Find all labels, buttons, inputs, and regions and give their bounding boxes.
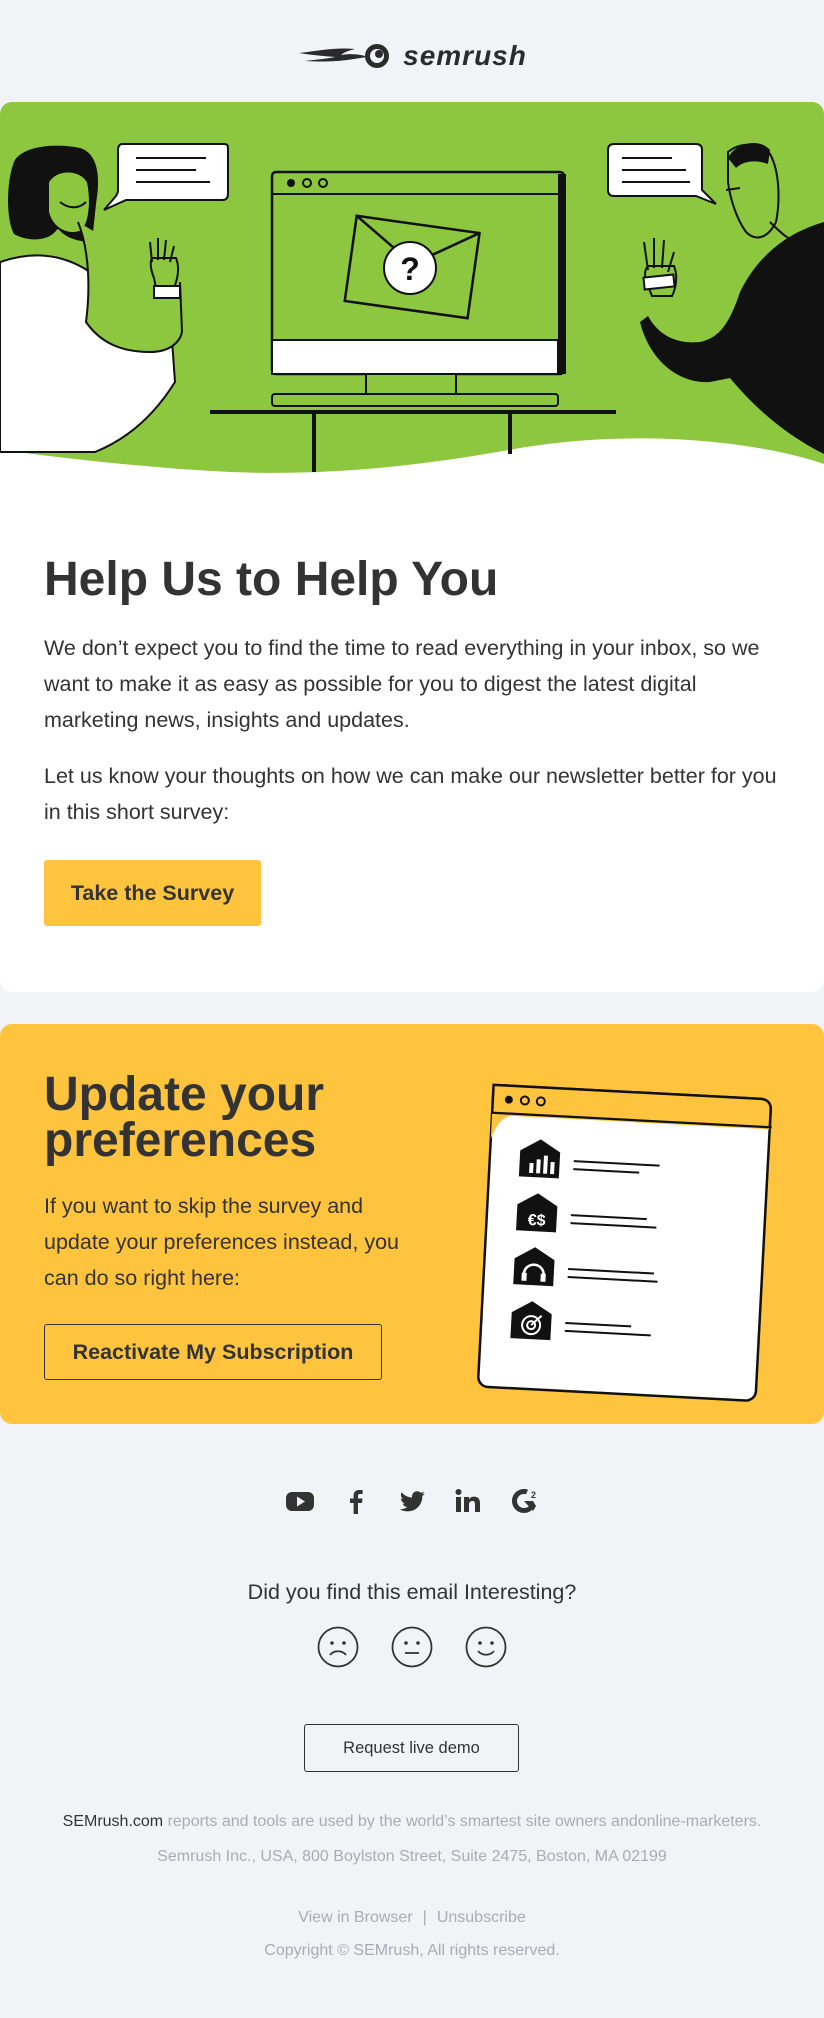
neutral-face-icon[interactable]: [391, 1626, 433, 1668]
logo-wordmark: semrush: [403, 40, 527, 71]
reactivate-subscription-button[interactable]: Reactivate My Subscription: [44, 1324, 382, 1380]
linkedin-icon[interactable]: [453, 1486, 483, 1516]
request-demo-button[interactable]: Request live demo: [304, 1724, 519, 1772]
footer-link-separator: |: [422, 1909, 427, 1926]
semrush-logo[interactable]: [0, 36, 824, 76]
hero-paragraph-intro: We don’t expect you to find the time to read everything in your inbox, so we want to make it as easy as possible for you to digest the latest digital marketing news, insights and updates.: [44, 636, 760, 732]
youtube-icon[interactable]: [285, 1486, 315, 1516]
footer-tagline-text: reports and tools are used by the world’s smartest site owners andonline-marketers.: [163, 1813, 762, 1830]
view-in-browser-link[interactable]: View in Browser: [298, 1909, 413, 1926]
preferences-title: Update your preferences: [44, 1068, 325, 1167]
feedback-rating: [0, 1626, 824, 1668]
unsubscribe-link[interactable]: Unsubscribe: [436, 1909, 526, 1926]
social-links: [0, 1486, 824, 1526]
take-survey-button[interactable]: Take the Survey: [44, 860, 261, 926]
sad-face-icon[interactable]: [317, 1626, 359, 1668]
hero-illustration: [0, 102, 824, 484]
facebook-icon[interactable]: [341, 1486, 371, 1516]
svg-text:€$: €$: [527, 1211, 546, 1230]
footer-copyright: Copyright © SEMrush, All rights reserved.: [264, 1942, 560, 1959]
preferences-card: [0, 1024, 824, 1424]
envelope-question-mark: ?: [400, 251, 420, 287]
feedback-question: Did you find this email Interesting?: [247, 1580, 577, 1604]
footer-links: [0, 1909, 824, 1927]
hero-paragraph-survey: Let us know your thoughts on how we can make our newsletter better for you in this short survey:: [44, 764, 777, 824]
g2-icon[interactable]: [509, 1486, 539, 1516]
footer-tagline: [0, 1813, 824, 1831]
semrush-site-link[interactable]: SEMrush.com: [62, 1813, 164, 1830]
survey-card: [0, 102, 824, 992]
hero-title: Help Us to Help You: [44, 553, 499, 606]
happy-face-icon[interactable]: [465, 1626, 507, 1668]
twitter-icon[interactable]: [397, 1486, 427, 1516]
svg-text:2: 2: [531, 1490, 537, 1500]
preferences-illustration: [456, 1064, 796, 1404]
footer-address: Semrush Inc., USA, 800 Boylston Street, Suite 2475, Boston, MA 02199: [157, 1848, 667, 1865]
semrush-fireball-icon: [297, 41, 393, 71]
preferences-text: If you want to skip the survey and update your preferences instead, you can do so right here:: [44, 1194, 399, 1290]
